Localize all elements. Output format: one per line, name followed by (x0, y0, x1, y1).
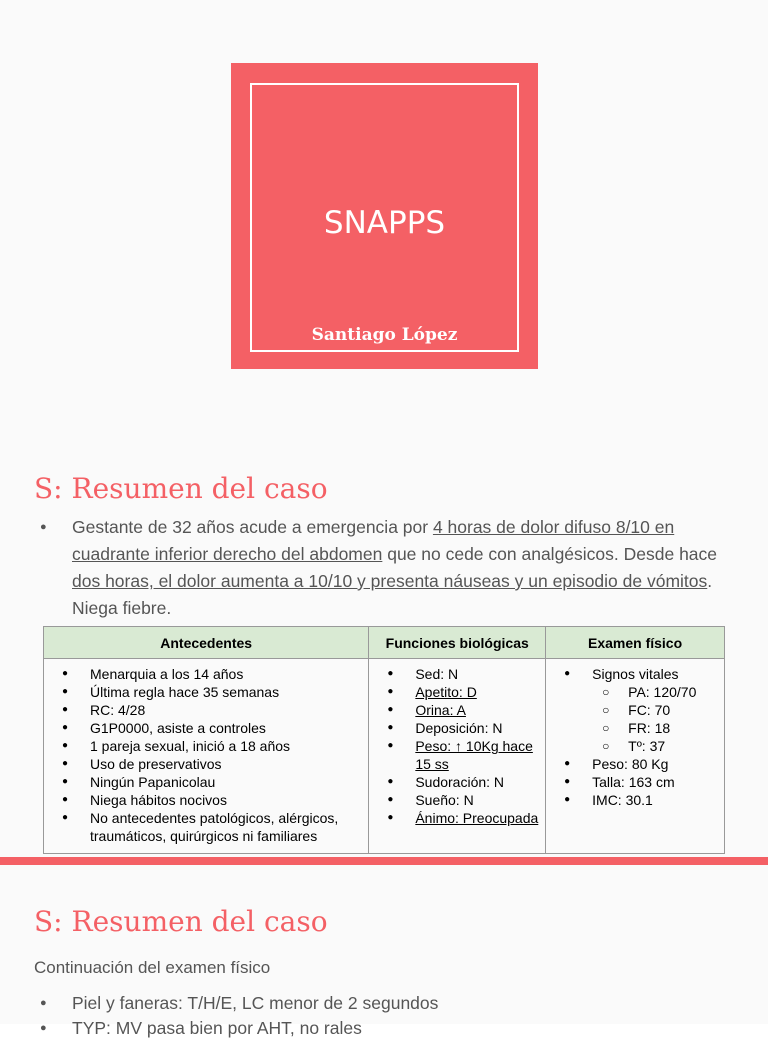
list-item: ● Uso de preservativos (52, 755, 364, 773)
list-item: ● IMC: 30.1 (554, 791, 720, 809)
slide-divider (0, 857, 768, 865)
section-subtitle: Continuación del examen físico (34, 958, 271, 977)
list-item: ● Menarquia a los 14 años (52, 665, 364, 683)
history-table (43, 626, 725, 854)
section-heading: S: Resumen del caso (34, 905, 328, 938)
vital-sign-item: ○ FR: 18 (554, 719, 720, 737)
title-card (231, 63, 538, 369)
examen-cell (546, 659, 725, 854)
list-item: ● Niega hábitos nocivos (52, 791, 364, 809)
list-item: ● Deposición: N (377, 719, 541, 737)
column-header: Examen físico (546, 627, 725, 659)
list-item: ● Sudoración: N (377, 773, 541, 791)
list-item: ● Orina: A (377, 701, 541, 719)
vital-sign-item: ○ FC: 70 (554, 701, 720, 719)
list-item: ● Peso: 80 Kg (554, 755, 720, 773)
list-item: ● Sed: N (377, 665, 541, 683)
list-item: ● Piel y faneras: T/H/E, LC menor de 2 segundos (72, 991, 734, 1016)
funciones-cell (369, 659, 546, 854)
vital-sign-item: ○ Tº: 37 (554, 737, 720, 755)
section-heading: S: Resumen del caso (34, 472, 328, 505)
list-item: ● RC: 4/28 (52, 701, 364, 719)
list-item: ● No antecedentes patológicos, alérgicos, traumáticos, quirúrgicos ni familiares (52, 809, 364, 845)
slide-title: SNAPPS (323, 205, 446, 241)
title-card-frame (250, 83, 519, 352)
list-item: ● Ánimo: Preocupada (377, 809, 541, 827)
author-name: Santiago López (311, 325, 458, 345)
list-item: ● Signos vitales (554, 665, 720, 683)
list-item: ● G1P0000, asiste a controles (52, 719, 364, 737)
column-header: Antecedentes (44, 627, 369, 659)
list-item: ● Peso: ↑ 10Kg hace 15 ss (377, 737, 541, 773)
column-header: Funciones biológicas (369, 627, 546, 659)
summary-item: ● Gestante de 32 años acude a emergencia por 4 horas de dolor difuso 8/10 en cuadrante inferior derecho del abdomen que no cede con analgésicos. Desde hace dos horas, el dolor aumenta a 10/10 y presenta náuseas y un episodio de vómitos. Niega fiebre. (72, 514, 734, 622)
antecedentes-cell (44, 659, 369, 854)
list-item: ● 1 pareja sexual, inició a 18 años (52, 737, 364, 755)
exam-list (34, 991, 734, 1041)
list-item: ● Ningún Papanicolau (52, 773, 364, 791)
vital-sign-item: ○ PA: 120/70 (554, 683, 720, 701)
list-item: ● Última regla hace 35 semanas (52, 683, 364, 701)
list-item: ● Talla: 163 cm (554, 773, 720, 791)
case-summary (34, 514, 734, 622)
list-item: ● Apetito: D (377, 683, 541, 701)
list-item: ● TYP: MV pasa bien por AHT, no rales (72, 1016, 734, 1041)
list-item: ● Sueño: N (377, 791, 541, 809)
